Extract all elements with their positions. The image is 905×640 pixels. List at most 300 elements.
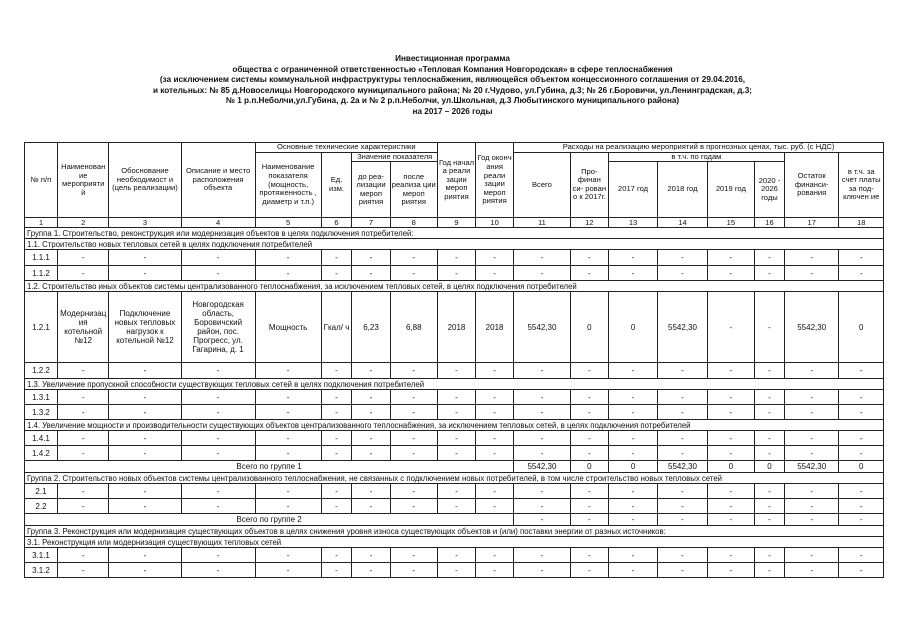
col-after-header: после реализа ции мероп риятия <box>390 162 437 218</box>
empty-cell: - <box>658 446 707 461</box>
total-prefinanced: - <box>570 514 608 526</box>
cost-fee: 0 <box>839 292 884 363</box>
empty-cell: - <box>755 390 785 405</box>
empty-cell: - <box>57 405 108 420</box>
empty-cell: - <box>255 266 321 281</box>
table-row <box>25 363 884 379</box>
empty-cell: - <box>839 250 884 266</box>
row-number: 1.3.1 <box>25 390 58 405</box>
empty-cell: - <box>658 499 707 514</box>
empty-cell: - <box>255 390 321 405</box>
col-number: 3 <box>109 218 181 228</box>
empty-cell: - <box>321 446 352 461</box>
empty-cell: - <box>514 499 571 514</box>
col-number: 16 <box>755 218 785 228</box>
empty-cell: - <box>109 363 181 379</box>
empty-cell: - <box>109 390 181 405</box>
empty-cell: - <box>437 363 475 379</box>
empty-cell: - <box>109 484 181 499</box>
col-year-end-header: Год оконч ания реали зации мероп риятия <box>476 143 514 218</box>
empty-cell: - <box>608 484 657 499</box>
total-fee: 0 <box>839 461 884 473</box>
empty-cell: - <box>57 363 108 379</box>
empty-cell: - <box>390 563 437 578</box>
empty-cell: - <box>255 363 321 379</box>
col-number: 7 <box>352 218 390 228</box>
row-number: 1.4.2 <box>25 446 58 461</box>
empty-cell: - <box>352 446 390 461</box>
empty-cell: - <box>755 405 785 420</box>
empty-cell: - <box>784 563 839 578</box>
empty-cell: - <box>514 548 571 563</box>
empty-cell: - <box>437 390 475 405</box>
empty-cell: - <box>181 431 255 446</box>
empty-cell: - <box>707 390 754 405</box>
year-end: 2018 <box>476 292 514 363</box>
empty-cell: - <box>321 563 352 578</box>
col-number: 9 <box>437 218 475 228</box>
total-label: Всего по группе 2 <box>25 514 514 526</box>
cost-2020-2026: - <box>755 292 785 363</box>
empty-cell: - <box>255 484 321 499</box>
empty-cell: - <box>390 446 437 461</box>
col-remaining-header: Остаток финанси- рования <box>784 152 839 218</box>
empty-cell: - <box>784 390 839 405</box>
empty-cell: - <box>839 363 884 379</box>
empty-cell: - <box>658 405 707 420</box>
empty-cell: - <box>658 431 707 446</box>
empty-cell: - <box>321 499 352 514</box>
empty-cell: - <box>390 405 437 420</box>
empty-cell: - <box>476 363 514 379</box>
group-1-title: Группа 1. Строительство, реконструкция или модернизация объектов в целях подключения потребителей: <box>25 228 884 239</box>
row-number: 1.2.2 <box>25 363 58 379</box>
empty-cell: - <box>352 431 390 446</box>
empty-cell: - <box>255 548 321 563</box>
total-2019: - <box>707 514 754 526</box>
col-number: 2 <box>57 218 108 228</box>
row-number: 3.1.2 <box>25 563 58 578</box>
empty-cell: - <box>658 390 707 405</box>
empty-cell: - <box>839 266 884 281</box>
empty-cell: - <box>755 250 785 266</box>
col-number: 4 <box>181 218 255 228</box>
empty-cell: - <box>514 363 571 379</box>
empty-cell: - <box>321 431 352 446</box>
empty-cell: - <box>608 266 657 281</box>
empty-cell: - <box>437 499 475 514</box>
empty-cell: - <box>755 499 785 514</box>
empty-cell: - <box>608 431 657 446</box>
cost-remaining: 5542,30 <box>784 292 839 363</box>
total-fee: - <box>839 514 884 526</box>
empty-cell: - <box>321 363 352 379</box>
empty-cell: - <box>707 563 754 578</box>
empty-cell: - <box>181 499 255 514</box>
empty-cell: - <box>57 390 108 405</box>
col-number: 6 <box>321 218 352 228</box>
empty-cell: - <box>784 548 839 563</box>
empty-cell: - <box>476 446 514 461</box>
total-2017: - <box>608 514 657 526</box>
empty-cell: - <box>570 250 608 266</box>
col-2018-header: 2018 год <box>658 162 707 218</box>
empty-cell: - <box>181 484 255 499</box>
total-2018: 5542,30 <box>658 461 707 473</box>
empty-cell: - <box>109 548 181 563</box>
empty-cell: - <box>707 499 754 514</box>
header-line-5: № 1 р.п.Неболчи,ул.Губина, д. 2а и № 2 р.п.Неболчи, ул.Школьная, д.3 Любытинского муниципального района) <box>225 96 680 106</box>
empty-cell: - <box>57 484 108 499</box>
empty-cell: - <box>390 499 437 514</box>
empty-cell: - <box>352 390 390 405</box>
table-row <box>25 484 884 499</box>
row-number: 2.1 <box>25 484 58 499</box>
empty-cell: - <box>476 431 514 446</box>
total-remaining: - <box>784 514 839 526</box>
col-number: 5 <box>255 218 321 228</box>
total-prefinanced: 0 <box>570 461 608 473</box>
empty-cell: - <box>755 548 785 563</box>
empty-cell: - <box>181 446 255 461</box>
empty-cell: - <box>784 363 839 379</box>
total-2018: - <box>658 514 707 526</box>
empty-cell: - <box>437 405 475 420</box>
col-number: 8 <box>390 218 437 228</box>
empty-cell: - <box>707 548 754 563</box>
year-start: 2018 <box>437 292 475 363</box>
empty-cell: - <box>255 405 321 420</box>
empty-cell: - <box>181 405 255 420</box>
empty-cell: - <box>57 431 108 446</box>
empty-cell: - <box>570 548 608 563</box>
row-number: 1.2.1 <box>25 292 58 363</box>
value-group-header: Значение показателя <box>352 152 437 162</box>
col-before-header: до реа- лизации мероп риятия <box>352 162 390 218</box>
subgroup-1-3-title: 1.3. Увеличение пропускной способности существующих тепловых сетей в целях подключения потребителей <box>25 379 884 390</box>
col-name-header: Наименован ие мероприяти й <box>57 143 108 218</box>
empty-cell: - <box>255 499 321 514</box>
empty-cell: - <box>755 563 785 578</box>
empty-cell: - <box>608 363 657 379</box>
empty-cell: - <box>437 250 475 266</box>
empty-cell: - <box>321 405 352 420</box>
empty-cell: - <box>181 266 255 281</box>
col-2017-header: 2017 год <box>608 162 657 218</box>
empty-cell: - <box>570 499 608 514</box>
cost-2018: 5542,30 <box>658 292 707 363</box>
empty-cell: - <box>321 390 352 405</box>
cost-prefinanced: 0 <box>570 292 608 363</box>
empty-cell: - <box>658 563 707 578</box>
col-number: 11 <box>514 218 571 228</box>
empty-cell: - <box>570 484 608 499</box>
empty-cell: - <box>57 266 108 281</box>
col-year-start-header: Год начал а реали зации мероп риятия <box>437 143 475 218</box>
col-number: 1 <box>25 218 58 228</box>
empty-cell: - <box>514 405 571 420</box>
col-unit-header: Ед. изм. <box>321 152 352 218</box>
empty-cell: - <box>784 499 839 514</box>
empty-cell: - <box>476 548 514 563</box>
total-2017: 0 <box>608 461 657 473</box>
empty-cell: - <box>570 363 608 379</box>
header-line-1: Инвестиционная программа <box>395 54 510 63</box>
empty-cell: - <box>570 563 608 578</box>
subgroup-3-1-title: 3.1. Реконструкция или модернизация существующих тепловых сетей <box>25 537 884 548</box>
empty-cell: - <box>570 266 608 281</box>
empty-cell: - <box>109 266 181 281</box>
empty-cell: - <box>839 499 884 514</box>
empty-cell: - <box>707 431 754 446</box>
empty-cell: - <box>608 499 657 514</box>
empty-cell: - <box>570 405 608 420</box>
total-2020-2026: 0 <box>755 461 785 473</box>
row-number: 1.1.1 <box>25 250 58 266</box>
empty-cell: - <box>784 431 839 446</box>
empty-cell: - <box>658 266 707 281</box>
empty-cell: - <box>352 548 390 563</box>
row-number: 2.2 <box>25 499 58 514</box>
empty-cell: - <box>437 266 475 281</box>
cost-2019: - <box>707 292 754 363</box>
empty-cell: - <box>608 563 657 578</box>
col-number: 15 <box>707 218 754 228</box>
table-row <box>25 548 884 563</box>
indicator-name: Мощность <box>255 292 321 363</box>
table-row <box>25 390 884 405</box>
table-row <box>25 405 884 420</box>
empty-cell: - <box>755 266 785 281</box>
empty-cell: - <box>57 250 108 266</box>
row-number: 1.1.2 <box>25 266 58 281</box>
table-row <box>25 563 884 578</box>
costs-header: Расходы на реализацию мероприятий в прогнозных ценах, тыс. руб. (с НДС) <box>514 143 884 153</box>
empty-cell: - <box>437 548 475 563</box>
cost-2017: 0 <box>608 292 657 363</box>
empty-cell: - <box>352 563 390 578</box>
empty-cell: - <box>839 446 884 461</box>
total-group-2-row <box>25 514 884 526</box>
empty-cell: - <box>839 548 884 563</box>
table-row <box>25 431 884 446</box>
tech-characteristics-header: Основные технические характеристики <box>255 143 437 153</box>
header-line-3: (за исключением системы коммунальной инфраструктуры теплоснабжения, являющейся объектом концессионного соглашения от 29.04.2016, <box>159 75 746 85</box>
empty-cell: - <box>658 363 707 379</box>
cost-total: 5542,30 <box>514 292 571 363</box>
empty-cell: - <box>352 484 390 499</box>
col-total-header: Всего <box>514 152 571 218</box>
empty-cell: - <box>784 266 839 281</box>
col-prefinanced-header: Про- финан си- рован о к 2017г. <box>570 152 608 218</box>
empty-cell: - <box>109 446 181 461</box>
empty-cell: - <box>839 431 884 446</box>
empty-cell: - <box>514 563 571 578</box>
empty-cell: - <box>57 563 108 578</box>
empty-cell: - <box>658 484 707 499</box>
justification: Подключение новых тепловых нагрузок к котельной №12 <box>109 292 181 363</box>
table-row <box>25 446 884 461</box>
empty-cell: - <box>255 563 321 578</box>
empty-cell: - <box>839 484 884 499</box>
empty-cell: - <box>390 431 437 446</box>
empty-cell: - <box>390 548 437 563</box>
by-years-header: в т.ч. по годам <box>608 152 784 162</box>
empty-cell: - <box>755 431 785 446</box>
empty-cell: - <box>784 484 839 499</box>
empty-cell: - <box>321 484 352 499</box>
value-before: 6,23 <box>352 292 390 363</box>
subgroup-1-1-title: 1.1. Строительство новых тепловых сетей в целях подключения потребителей <box>25 239 884 250</box>
empty-cell: - <box>476 266 514 281</box>
empty-cell: - <box>755 363 785 379</box>
empty-cell: - <box>57 548 108 563</box>
empty-cell: - <box>437 446 475 461</box>
empty-cell: - <box>390 390 437 405</box>
unit: Гкал/ ч <box>321 292 352 363</box>
empty-cell: - <box>608 446 657 461</box>
empty-cell: - <box>352 405 390 420</box>
empty-cell: - <box>514 266 571 281</box>
empty-cell: - <box>352 499 390 514</box>
empty-cell: - <box>352 266 390 281</box>
empty-cell: - <box>514 446 571 461</box>
empty-cell: - <box>839 390 884 405</box>
object-description: Новгородская область, Боровичский район, пос. Прогресс, ул. Гагарина, д. 1 <box>181 292 255 363</box>
empty-cell: - <box>514 250 571 266</box>
empty-cell: - <box>109 405 181 420</box>
total-remaining: 5542,30 <box>784 461 839 473</box>
col-number: 10 <box>476 218 514 228</box>
empty-cell: - <box>707 363 754 379</box>
col-number: 12 <box>570 218 608 228</box>
total-cost: 5542,30 <box>514 461 571 473</box>
empty-cell: - <box>437 484 475 499</box>
header-line-2: общества с ограниченной ответственностью «Тепловая Компания Новгородская» в сфере теплоснабжения <box>232 64 673 74</box>
table-row <box>25 266 884 281</box>
empty-cell: - <box>255 431 321 446</box>
total-group-1-row <box>25 461 884 473</box>
empty-cell: - <box>390 484 437 499</box>
column-numbers-row <box>25 218 884 228</box>
empty-cell: - <box>570 446 608 461</box>
empty-cell: - <box>255 446 321 461</box>
empty-cell: - <box>321 266 352 281</box>
row-number: 1.3.2 <box>25 405 58 420</box>
empty-cell: - <box>476 563 514 578</box>
empty-cell: - <box>707 446 754 461</box>
subgroup-1-4-title: 1.4. Увеличение мощности и производительности существующих объектов централизованного теплоснабжения, за исключением тепловых сетей, в целях подключения потребителей <box>25 420 884 431</box>
empty-cell: - <box>437 431 475 446</box>
empty-cell: - <box>570 431 608 446</box>
header-line-6: на 2017 – 2026 годы <box>412 106 493 116</box>
empty-cell: - <box>514 390 571 405</box>
col-2020-2026-header: 2020 - 2026 годы <box>755 162 785 218</box>
empty-cell: - <box>390 266 437 281</box>
empty-cell: - <box>476 405 514 420</box>
empty-cell: - <box>707 266 754 281</box>
empty-cell: - <box>608 405 657 420</box>
empty-cell: - <box>57 446 108 461</box>
col-number: 13 <box>608 218 657 228</box>
empty-cell: - <box>839 405 884 420</box>
empty-cell: - <box>476 499 514 514</box>
empty-cell: - <box>109 431 181 446</box>
group-3-title: Группа 3. Реконструкция или модернизация существующих объектов в целях снижения уровня износа существующих объектов и (или) поставки энергии от разных источников: <box>25 526 884 537</box>
empty-cell: - <box>476 390 514 405</box>
col-description-header: Описание и место расположения объекта <box>181 143 255 218</box>
empty-cell: - <box>707 250 754 266</box>
empty-cell: - <box>755 446 785 461</box>
col-2019-header: 2019 год <box>707 162 754 218</box>
document-header <box>0 54 905 118</box>
empty-cell: - <box>839 563 884 578</box>
group-2-title: Группа 2. Строительство новых объектов системы централизованного теплоснабжения, не связанных с подключением новых потребителей, в том числе строительство новых тепловых сетей <box>25 473 884 484</box>
total-2019: 0 <box>707 461 754 473</box>
empty-cell: - <box>390 363 437 379</box>
empty-cell: - <box>321 548 352 563</box>
investment-table <box>24 142 884 578</box>
measure-name: Модернизац ия котельной №12 <box>57 292 108 363</box>
row-number: 3.1.1 <box>25 548 58 563</box>
empty-cell: - <box>181 563 255 578</box>
total-label: Всего по группе 1 <box>25 461 514 473</box>
subgroup-1-2-title: 1.2. Строительство иных объектов системы централизованного теплоснабжения, за исключением тепловых сетей, в целях подключения потребителей <box>25 281 884 292</box>
empty-cell: - <box>181 548 255 563</box>
table-row <box>25 499 884 514</box>
empty-cell: - <box>608 250 657 266</box>
header-line-4: и котельных: № 85 д.Новоселицы Новгородского муниципального района; № 20 г.Чудово, ул.Губина, д.3; № 26 г.Боровичи, ул.Ленинградская, д.3; <box>152 85 753 95</box>
empty-cell: - <box>255 250 321 266</box>
empty-cell: - <box>707 484 754 499</box>
col-number: 18 <box>839 218 884 228</box>
total-2020-2026: - <box>755 514 785 526</box>
empty-cell: - <box>109 250 181 266</box>
empty-cell: - <box>476 250 514 266</box>
table-row <box>25 250 884 266</box>
empty-cell: - <box>437 563 475 578</box>
empty-cell: - <box>390 250 437 266</box>
empty-cell: - <box>658 250 707 266</box>
empty-cell: - <box>181 363 255 379</box>
empty-cell: - <box>57 499 108 514</box>
empty-cell: - <box>181 250 255 266</box>
empty-cell: - <box>352 250 390 266</box>
empty-cell: - <box>784 405 839 420</box>
empty-cell: - <box>570 390 608 405</box>
value-after: 6,88 <box>390 292 437 363</box>
empty-cell: - <box>181 390 255 405</box>
empty-cell: - <box>608 390 657 405</box>
col-fee-header: в т.ч. за счет платы за под- ключен ие <box>839 152 884 218</box>
col-number: 17 <box>784 218 839 228</box>
col-justification-header: Обоснование необходимост и (цель реализации) <box>109 143 181 218</box>
col-indicator-header: Наименование показателя (мощность, протяженность , диаметр и т.п.) <box>255 152 321 218</box>
total-cost: - <box>514 514 571 526</box>
empty-cell: - <box>784 446 839 461</box>
empty-cell: - <box>608 548 657 563</box>
empty-cell: - <box>784 250 839 266</box>
table-row-1-2-1 <box>25 292 884 363</box>
empty-cell: - <box>658 548 707 563</box>
col-number: 14 <box>658 218 707 228</box>
empty-cell: - <box>476 484 514 499</box>
empty-cell: - <box>109 499 181 514</box>
empty-cell: - <box>514 484 571 499</box>
empty-cell: - <box>514 431 571 446</box>
empty-cell: - <box>755 484 785 499</box>
col-num-header: № п/п <box>25 143 58 218</box>
